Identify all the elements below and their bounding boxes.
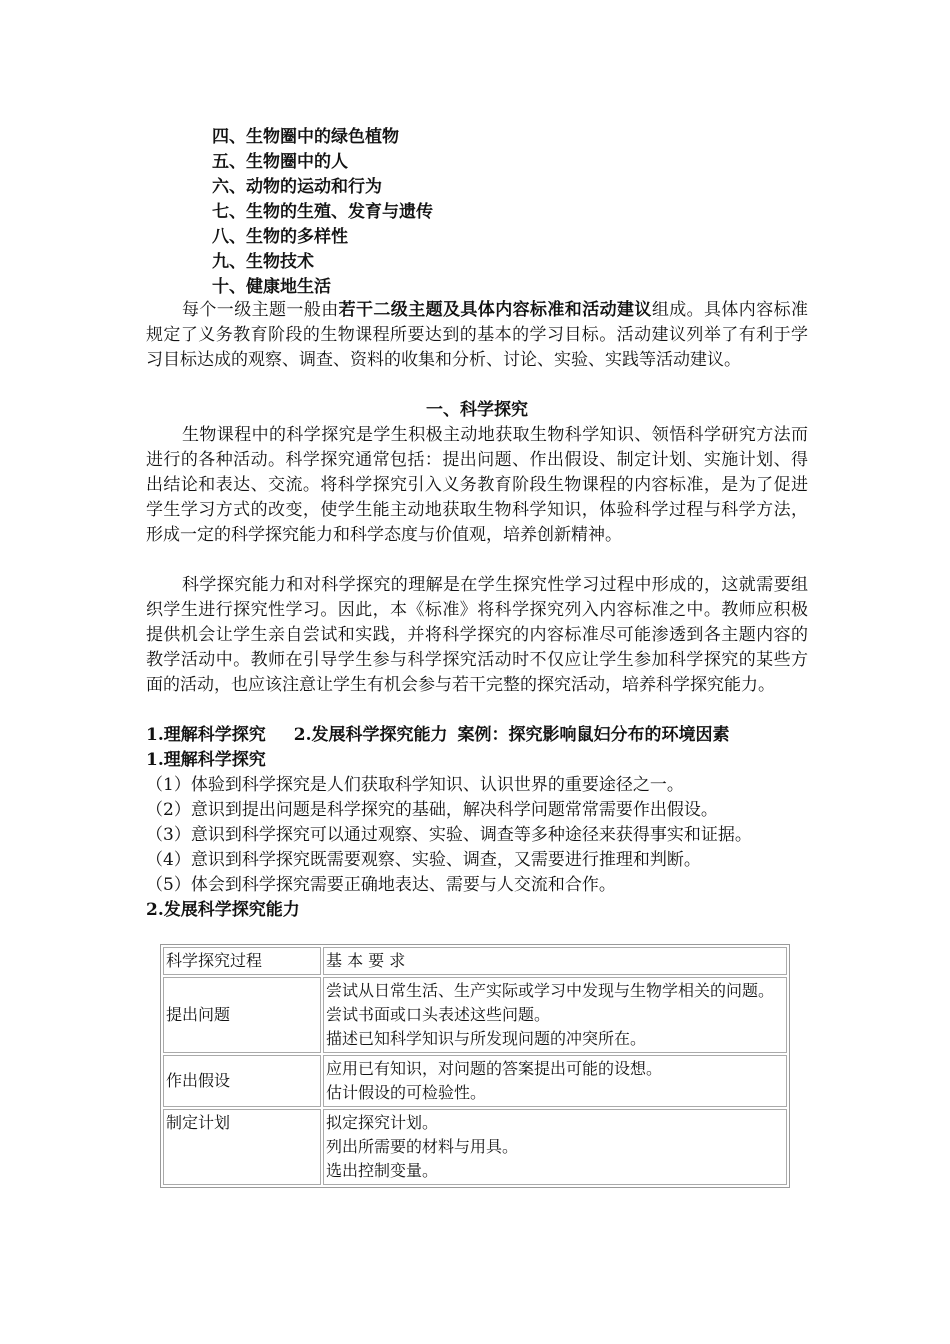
requirements-cell xyxy=(323,977,787,1053)
topic-item: 四、生物圈中的绿色植物 xyxy=(212,127,399,147)
intro-text-before: 每个一级主题一般由 xyxy=(182,300,339,320)
list-item: （1）体验到科学探究是人们获取科学知识、认识世界的重要途径之一。 xyxy=(146,775,684,795)
table-row xyxy=(163,1055,787,1107)
intro-text-after: 组成。具体内容标准规定了义务教育阶段的生物课程所要达到的基本的学习目标。活动建议列举了有利于学习目标达成的观察、调查、资料的收集和分析、讨论、实验、实践等活动建议。 xyxy=(146,300,809,370)
process-cell: 作出假设 xyxy=(163,1055,321,1107)
list-item: （4）意识到科学探究既需要观察、实验、调查，又需要进行推理和判断。 xyxy=(146,850,701,870)
requirement-text: 列出所需要的材料与用具。 xyxy=(326,1137,519,1156)
topic-item: 六、动物的运动和行为 xyxy=(212,177,382,197)
requirements-cell xyxy=(323,1109,787,1185)
table-header-row xyxy=(163,947,787,975)
requirement-text: 拟定探究计划。 xyxy=(326,1113,439,1132)
list-item: （5）体会到科学探究需要正确地表达、需要与人交流和合作。 xyxy=(146,875,616,895)
table-header-cell: 科学探究过程 xyxy=(163,947,321,975)
link-develop-ability[interactable]: 2.发展科学探究能力 xyxy=(293,725,448,745)
intro-paragraph xyxy=(146,298,808,373)
requirement-text: 尝试从日常生活、生产实际或学习中发现与生物学相关的问题。 xyxy=(326,981,775,1000)
inquiry-standards-table xyxy=(160,944,790,1188)
link-row xyxy=(146,723,730,747)
link-understand-inquiry[interactable]: 1.理解科学探究 xyxy=(146,725,266,745)
subsection-title: 1.理解科学探究 xyxy=(146,750,266,770)
requirement-text: 尝试书面或口头表述这些问题。 xyxy=(326,1005,551,1024)
process-cell: 提出问题 xyxy=(163,977,321,1053)
requirements-cell xyxy=(323,1055,787,1107)
topic-item: 五、生物圈中的人 xyxy=(212,152,348,172)
paragraph-inquiry-ability: 科学探究能力和对科学探究的理解是在学生探究性学习过程中形成的，这就需要组织学生进行探究性学习。因此，本《标准》将科学探究列入内容标准之中。教师应积极提供机会让学生亲自尝试和实践，并将科学探究的内容标准尽可能渗透到各主题内容的教学活动中。教师在引导学生参与科学探究活动时不仅应让学生参加科学探究的某些方面的活动，也应该注意让学生有机会参与若干完整的探究活动，培养科学探究能力。 xyxy=(146,575,808,695)
topic-item: 十、健康地生活 xyxy=(212,277,331,297)
requirement-text: 选出控制变量。 xyxy=(326,1161,439,1180)
requirement-text: 应用已有知识，对问题的答案提出可能的设想。 xyxy=(326,1059,663,1078)
list-item: （2）意识到提出问题是科学探究的基础，解决科学问题常常需要作出假设。 xyxy=(146,800,718,820)
subsection-title: 2.发展科学探究能力 xyxy=(146,900,300,920)
intro-text-bold: 若干二级主题及具体内容标准和活动建议 xyxy=(338,300,652,320)
section-title: 一、科学探究 xyxy=(426,400,528,420)
paragraph-science-inquiry: 生物课程中的科学探究是学生积极主动地获取生物科学知识、领悟科学研究方法而进行的各种活动。科学探究通常包括：提出问题、作出假设、制定计划、实施计划、得出结论和表达、交流。将科学探究引入义务教育阶段生物课程的内容标准，是为了促进学生学习方式的改变，使学生能主动地获取生物科学知识，体验科学过程与科学方法，形成一定的科学探究能力和科学态度与价值观，培养创新精神。 xyxy=(146,425,808,545)
topic-item: 九、生物技术 xyxy=(212,252,314,272)
process-cell: 制定计划 xyxy=(163,1109,321,1185)
list-item: （3）意识到科学探究可以通过观察、实验、调查等多种途径来获得事实和证据。 xyxy=(146,825,752,845)
table-row xyxy=(163,1109,787,1185)
topic-item: 八、生物的多样性 xyxy=(212,227,348,247)
table-header-cell: 基 本 要 求 xyxy=(323,947,787,975)
requirement-text: 描述已知科学知识与所发现问题的冲突所在。 xyxy=(326,1029,647,1048)
topic-item: 七、生物的生殖、发育与遗传 xyxy=(212,202,433,222)
link-case-study[interactable]: 案例：探究影响鼠妇分布的环境因素 xyxy=(457,725,730,745)
table-row xyxy=(163,977,787,1053)
requirement-text: 估计假设的可检验性。 xyxy=(326,1083,487,1102)
